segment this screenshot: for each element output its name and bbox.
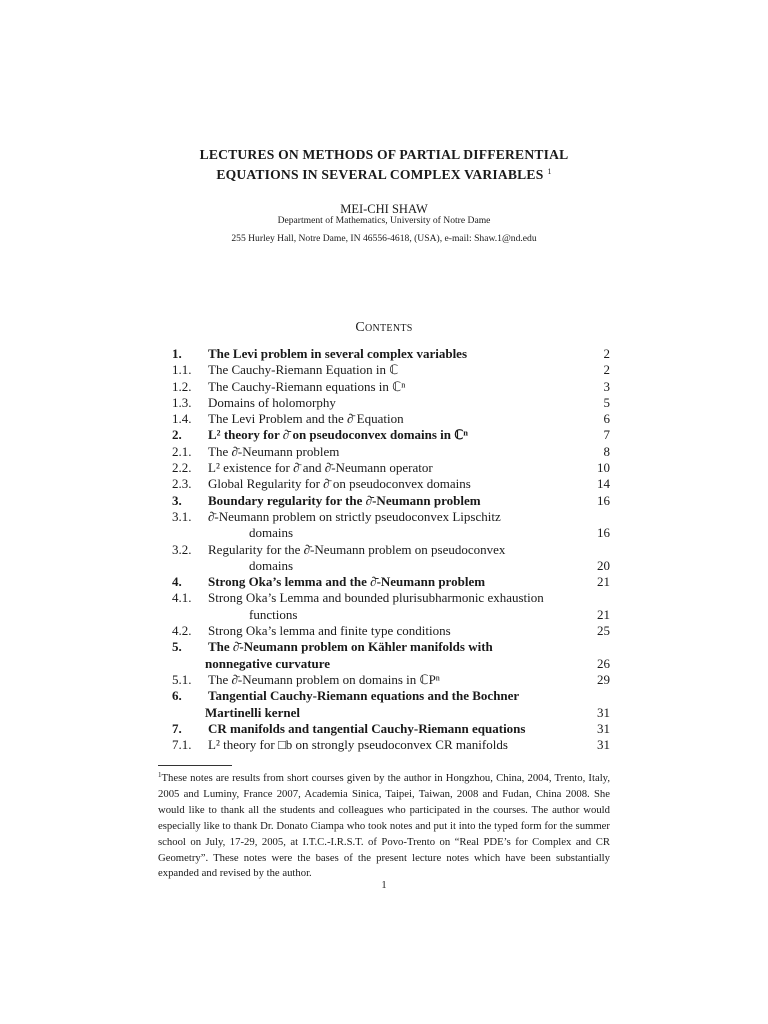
toc-entry-title: L² theory for ∂̄ on pseudoconvex domains in ℂⁿ [208,427,468,443]
toc-entry-title: Strong Oka’s Lemma and bounded plurisubharmonic exhaustion [208,590,544,606]
toc-entry-page: 16 [597,492,610,508]
toc-entry-number: 4. [172,574,182,590]
toc-entry [172,444,610,460]
toc-entry-number: 1.1. [172,362,192,378]
toc-entry [172,721,610,737]
toc-entry-number: 5. [172,639,182,655]
toc-entry [172,672,610,688]
toc-entry [172,737,610,753]
toc-entry-number: 4.2. [172,623,192,639]
author-address: 255 Hurley Hall, Notre Dame, IN 46556-4618, (USA), e-mail: Shaw.1@nd.edu [231,233,537,244]
toc-entry-page: 2 [603,362,610,378]
toc-entry-number: 1.4. [172,411,192,427]
toc-entry [172,525,610,541]
footnote-divider [158,765,232,766]
toc-entry-page: 3 [603,378,610,394]
toc-entry-number: 5.1. [172,671,192,687]
toc-entry-title: The Cauchy-Riemann equations in ℂⁿ [208,378,406,394]
toc-entry [172,558,610,574]
toc-entry-title: The ∂̄-Neumann problem [208,443,340,459]
toc-entry [172,362,610,378]
toc-entry-title: The ∂̄-Neumann problem on Kähler manifolds with [208,639,493,655]
page-number: 1 [381,880,387,891]
toc-entry-page: 21 [597,574,610,590]
toc-entry [172,379,610,395]
toc-entry [172,574,610,590]
toc-entry-number: 3.1. [172,508,192,524]
title-line-2-text: EQUATIONS IN SEVERAL COMPLEX VARIABLES [216,167,544,182]
toc-entry [172,590,610,606]
toc-entry [172,639,610,655]
toc-entry-title: Martinelli kernel [205,704,300,720]
toc-entry-number: 3.2. [172,541,192,557]
toc-entry [172,476,610,492]
toc-entry-title: The Cauchy-Riemann Equation in ℂ [208,362,399,378]
toc-entry-title: Tangential Cauchy-Riemann equations and the Bochner [208,688,520,704]
author-name: MEI-CHI SHAW [340,202,428,216]
toc-entry-title: Strong Oka’s lemma and finite type conditions [208,623,451,639]
toc-entry-page: 31 [597,704,610,720]
toc-entry-page: 2 [603,346,610,361]
toc-entry-page: 25 [597,623,610,639]
toc-entry-page: 14 [597,476,610,492]
toc-entry-title: Strong Oka’s lemma and the ∂̄-Neumann problem [208,574,486,590]
toc-entry [172,656,610,672]
toc-entry-title: domains [249,525,294,541]
toc-entry-number: 1. [172,346,182,361]
toc-entry-number: 2. [172,427,182,443]
footnote-mark: 1 [158,771,162,779]
toc-entry-number: 1.2. [172,378,192,394]
title-line-1: LECTURES ON METHODS OF PARTIAL DIFFERENTIAL [199,147,569,162]
toc-entry-title: Boundary regularity for the ∂̄-Neumann problem [208,492,481,508]
toc-entry-page: 31 [597,720,610,736]
toc-entry-title: functions [249,606,298,622]
toc-entry [172,346,610,362]
title-line-2 [0,163,768,183]
toc-entry [172,509,610,525]
toc-entry-page: 16 [597,525,610,541]
toc-entry [172,607,610,623]
toc-entry-page: 8 [603,443,610,459]
toc-entry [172,493,610,509]
toc-entry-title: Regularity for the ∂̄-Neumann problem on pseudoconvex [208,541,506,557]
toc-entry-number: 2.3. [172,476,192,492]
toc-entry-number: 7.1. [172,737,192,753]
toc-entry-page: 10 [597,460,610,476]
toc-entry-title: nonnegative curvature [205,655,331,671]
toc-entry-page: 7 [603,427,610,443]
table-of-contents [172,346,610,753]
toc-entry-page: 21 [597,606,610,622]
toc-entry-title: domains [249,557,294,573]
toc-entry [172,460,610,476]
contents-heading: Contents [355,320,413,335]
title-footnote-mark: 1 [547,167,552,176]
footnote [158,768,610,882]
footnote-text: These notes are results from short courses given by the author in Hongzhou, China, 2004, Trento, Italy, 2005 and Luminy, France 2007, Academia Sinica, Taipei, Taiwan, 2008 and Fudan, China 2008. She would like to thank all the students and colleagues who participated in the courses. The author would especially like to thank Dr. Donato Ciampa who took notes and put it into the typed form for the summer school on July, 17-29, 2005, at I.T.C.-I.R.S.T. of Povo-Trento on “Real PDE’s for Complex and CR Geometry”. These notes were the bases of the present lecture notes which have been substantially expanded and revised by the author. [158,772,610,880]
toc-entry-page: 26 [597,655,610,671]
toc-entry-title: The ∂̄-Neumann problem on domains in ℂPⁿ [208,671,440,687]
toc-entry-page: 29 [597,671,610,687]
toc-entry-number: 4.1. [172,590,192,606]
toc-entry [172,705,610,721]
author-affiliation: Department of Mathematics, University of Notre Dame [277,215,491,226]
toc-entry-title: L² existence for ∂̄ and ∂̄-Neumann operator [208,460,433,476]
toc-entry-page: 20 [597,557,610,573]
toc-entry-number: 6. [172,688,182,704]
toc-entry [172,427,610,443]
toc-entry-title: The Levi problem in several complex variables [208,346,468,361]
toc-entry-number: 2.2. [172,460,192,476]
toc-entry [172,623,610,639]
toc-entry [172,395,610,411]
toc-entry-title: L² theory for □b on strongly pseudoconvex CR manifolds [208,737,508,753]
toc-entry-title: Global Regularity for ∂̄ on pseudoconvex domains [208,476,471,492]
toc-entry [172,542,610,558]
toc-entry-title: The Levi Problem and the ∂̄ Equation [208,411,404,427]
toc-entry-page: 31 [597,737,610,753]
toc-entry-number: 1.3. [172,394,192,410]
toc-entry [172,688,610,704]
toc-entry-page: 5 [603,394,610,410]
toc-entry-title: Domains of holomorphy [208,394,336,410]
toc-entry-number: 2.1. [172,443,192,459]
toc-entry-title: ∂̄-Neumann problem on strictly pseudoconvex Lipschitz [208,508,501,524]
toc-entry-number: 7. [172,720,182,736]
toc-entry [172,411,610,427]
toc-entry-page: 6 [603,411,610,427]
paper-title [0,146,768,183]
toc-entry-title: CR manifolds and tangential Cauchy-Riemann equations [208,720,526,736]
toc-entry-number: 3. [172,492,182,508]
